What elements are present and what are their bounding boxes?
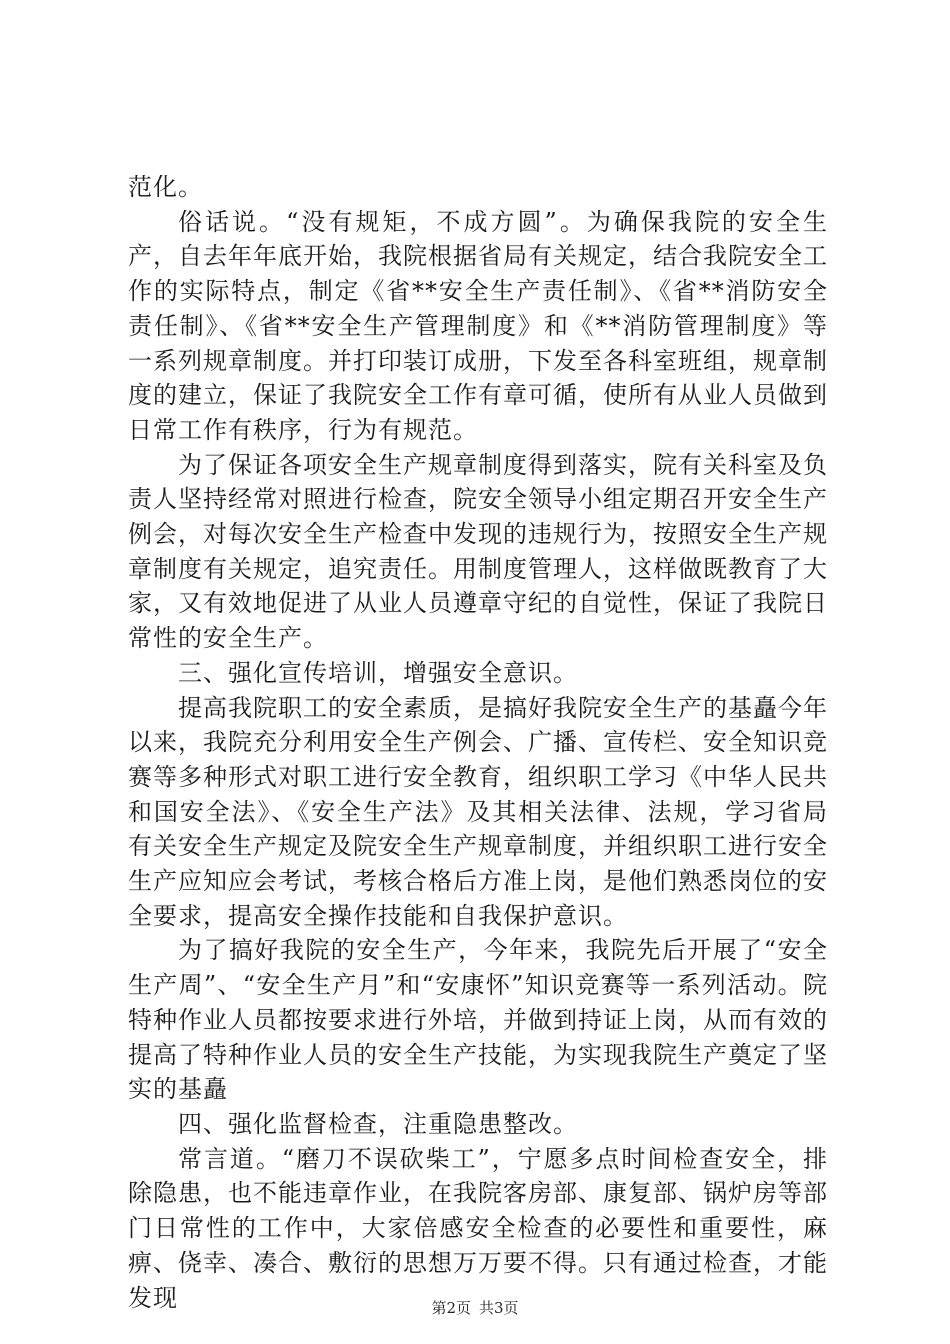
paragraph-5: 提高我院职工的安全素质，是搞好我院安全生产的基矗今年以来，我院充分利用安全生产例会、广播、宣传栏、安全知识竞赛等多种形式对职工进行安全教育，组织职工学习《中华人民共和国安全法》、《安全生产法》及其相关法律、法规，学习省局有关安全生产规定及院安全生产规章制度，并组织职工进行安全生产应知应会考试，考核合格后方准上岗，是他们熟悉岗位的安全要求，提高安全操作技能和自我保护意识。 — [128, 693, 828, 930]
page-total: 共3页 — [479, 1299, 519, 1317]
paragraph-8: 常言道。“磨刀不误砍柴工”，宁愿多点时间检查安全，排除隐患，也不能违章作业，在我院客房部、康复部、锅炉房等部门日常性的工作中，大家倍感安全检查的必要性和重要性，麻痹、侥幸、凑合、敷衍的思想万万要不得。只有通过检查，才能发现 — [128, 1144, 828, 1312]
paragraph-1: 范化。 — [128, 173, 203, 201]
section-heading-4: 四、强化监督检查，注重隐患整改。 — [178, 1109, 578, 1138]
section-heading-3: 三、强化宣传培训，增强安全意识。 — [178, 658, 578, 687]
paragraph-6: 为了搞好我院的安全生产，今年来，我院先后开展了“安全生产周”、“安全生产月”和“安康怀”知识竞赛等一系列活动。院特种作业人员都按要求进行外培，并做到持证上岗，从而有效的提高了特种作业人员的安全生产技能，为实现我院生产奠定了坚实的基矗 — [128, 936, 828, 1104]
paragraph-2: 俗话说。“没有规矩，不成方圆”。为确保我院的安全生产，自去年年底开始，我院根据省局有关规定，结合我院安全工作的实际特点，制定《省**安全生产责任制》、《省**消防安全责任制》、《省**安全生产管理制度》和《**消防管理制度》等一系列规章制度。并打印装订成册，下发至各科室班组，规章制度的建立，保证了我院安全工作有章可循，使所有从业人员做到日常工作有秩序，行为有规范。 — [128, 207, 828, 444]
page-number: 第2页 — [431, 1299, 471, 1317]
page-footer — [0, 1299, 950, 1317]
paragraph-3: 为了保证各项安全生产规章制度得到落实，院有关科室及负责人坚持经常对照进行检查，院安全领导小组定期召开安全生产例会，对每次安全生产检查中发现的违规行为，按照安全生产规章制度有关规定，追究责任。用制度管理人，这样做既教育了大家，又有效地促进了从业人员遵章守纪的自觉性，保证了我院日常性的安全生产。 — [128, 450, 828, 653]
document-body — [128, 170, 828, 1315]
